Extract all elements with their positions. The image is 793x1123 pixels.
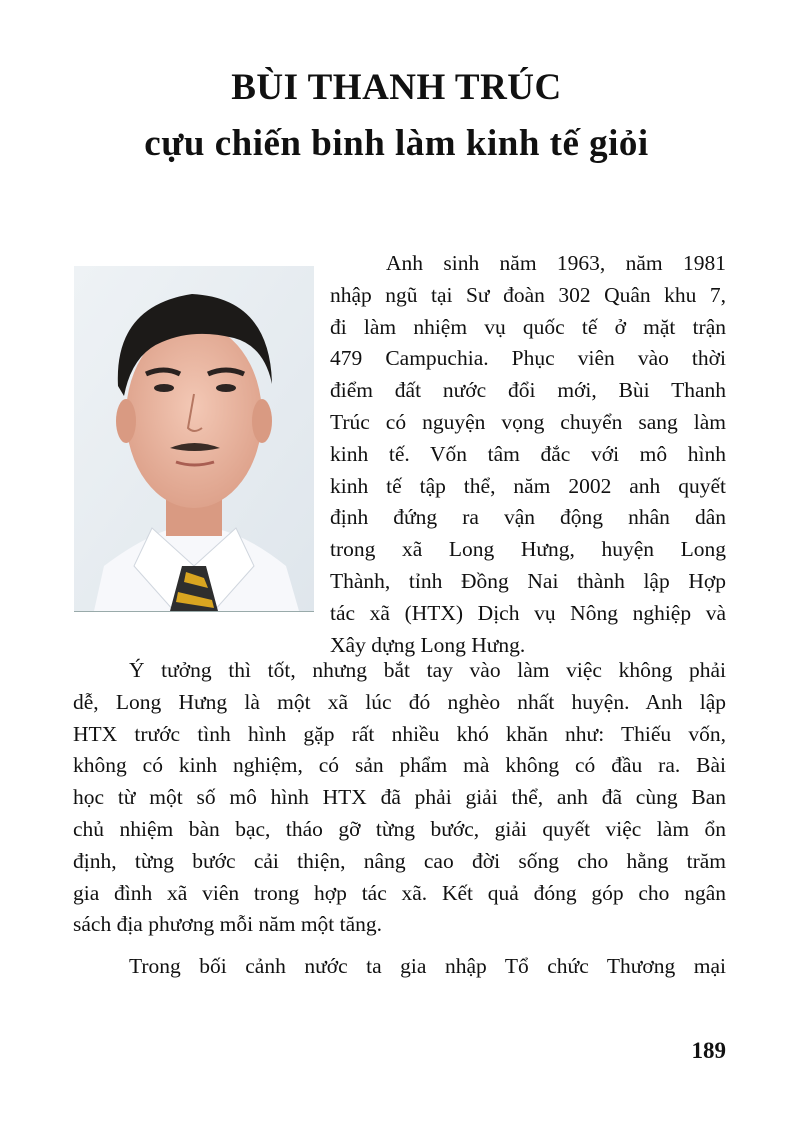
- paragraph-3: [73, 951, 726, 983]
- article-title: [0, 60, 793, 172]
- text-line: định đứng ra vận động nhân dân: [330, 505, 726, 530]
- text-line: Trúc có nguyện vọng chuyển sang làm: [330, 409, 726, 434]
- text-line: không có kinh nghiệm, có sản phẩm mà không có đầu ra. Bài: [73, 753, 726, 778]
- text-line: tác xã (HTX) Dịch vụ Nông nghiệp và: [330, 600, 726, 625]
- text-line: đi làm nhiệm vụ quốc tế ở mặt trận: [330, 314, 726, 339]
- text-line: Ý tưởng thì tốt, nhưng bắt tay vào làm việc không phải: [129, 658, 726, 682]
- text-line: Xây dựng Long Hưng.: [330, 632, 526, 657]
- paragraph-2: [73, 655, 726, 941]
- text-line: điểm đất nước đổi mới, Bùi Thanh: [330, 378, 726, 403]
- intro-paragraph: [330, 248, 726, 661]
- text-line: 479 Campuchia. Phục viên vào thời: [330, 346, 726, 371]
- text-line: Thành, tỉnh Đồng Nai thành lập Hợp: [330, 568, 726, 593]
- body-text: [73, 655, 726, 983]
- text-line: chủ nhiệm bàn bạc, tháo gỡ từng bước, giải quyết việc làm ổn: [73, 816, 726, 841]
- text-line: Anh sinh năm 1963, năm 1981: [386, 251, 726, 275]
- text-line: kinh tế. Vốn tâm đắc với mô hình: [330, 441, 726, 466]
- portrait-icon: [74, 266, 314, 611]
- text-line: trong xã Long Hưng, huyện Long: [330, 537, 726, 562]
- text-line: học từ một số mô hình HTX đã phải giải thể, anh đã cùng Ban: [73, 785, 726, 810]
- page-number: 189: [691, 1038, 726, 1063]
- text-line: kinh tế tập thể, năm 2002 anh quyết: [330, 473, 726, 498]
- title-name: BÙI THANH TRÚC: [231, 67, 562, 108]
- text-line: gia đình xã viên trong hợp tác xã. Kết quả đóng góp cho ngân: [73, 880, 726, 905]
- text-line: định, từng bước cải thiện, nâng cao đời sống cho hằng trăm: [73, 848, 726, 873]
- text-line: HTX trước tình hình gặp rất nhiều khó khăn như: Thiếu vốn,: [73, 721, 726, 746]
- portrait-photo: [74, 266, 314, 612]
- text-line: nhập ngũ tại Sư đoàn 302 Quân khu 7,: [330, 282, 726, 307]
- title-subtitle: cựu chiến binh làm kinh tế giỏi: [144, 123, 649, 164]
- text-line: Trong bối cảnh nước ta gia nhập Tổ chức Thương mại: [129, 954, 726, 979]
- text-line: dễ, Long Hưng là một xã lúc đó nghèo nhất huyện. Anh lập: [73, 689, 726, 714]
- text-line: sách địa phương mỗi năm một tăng.: [73, 912, 383, 937]
